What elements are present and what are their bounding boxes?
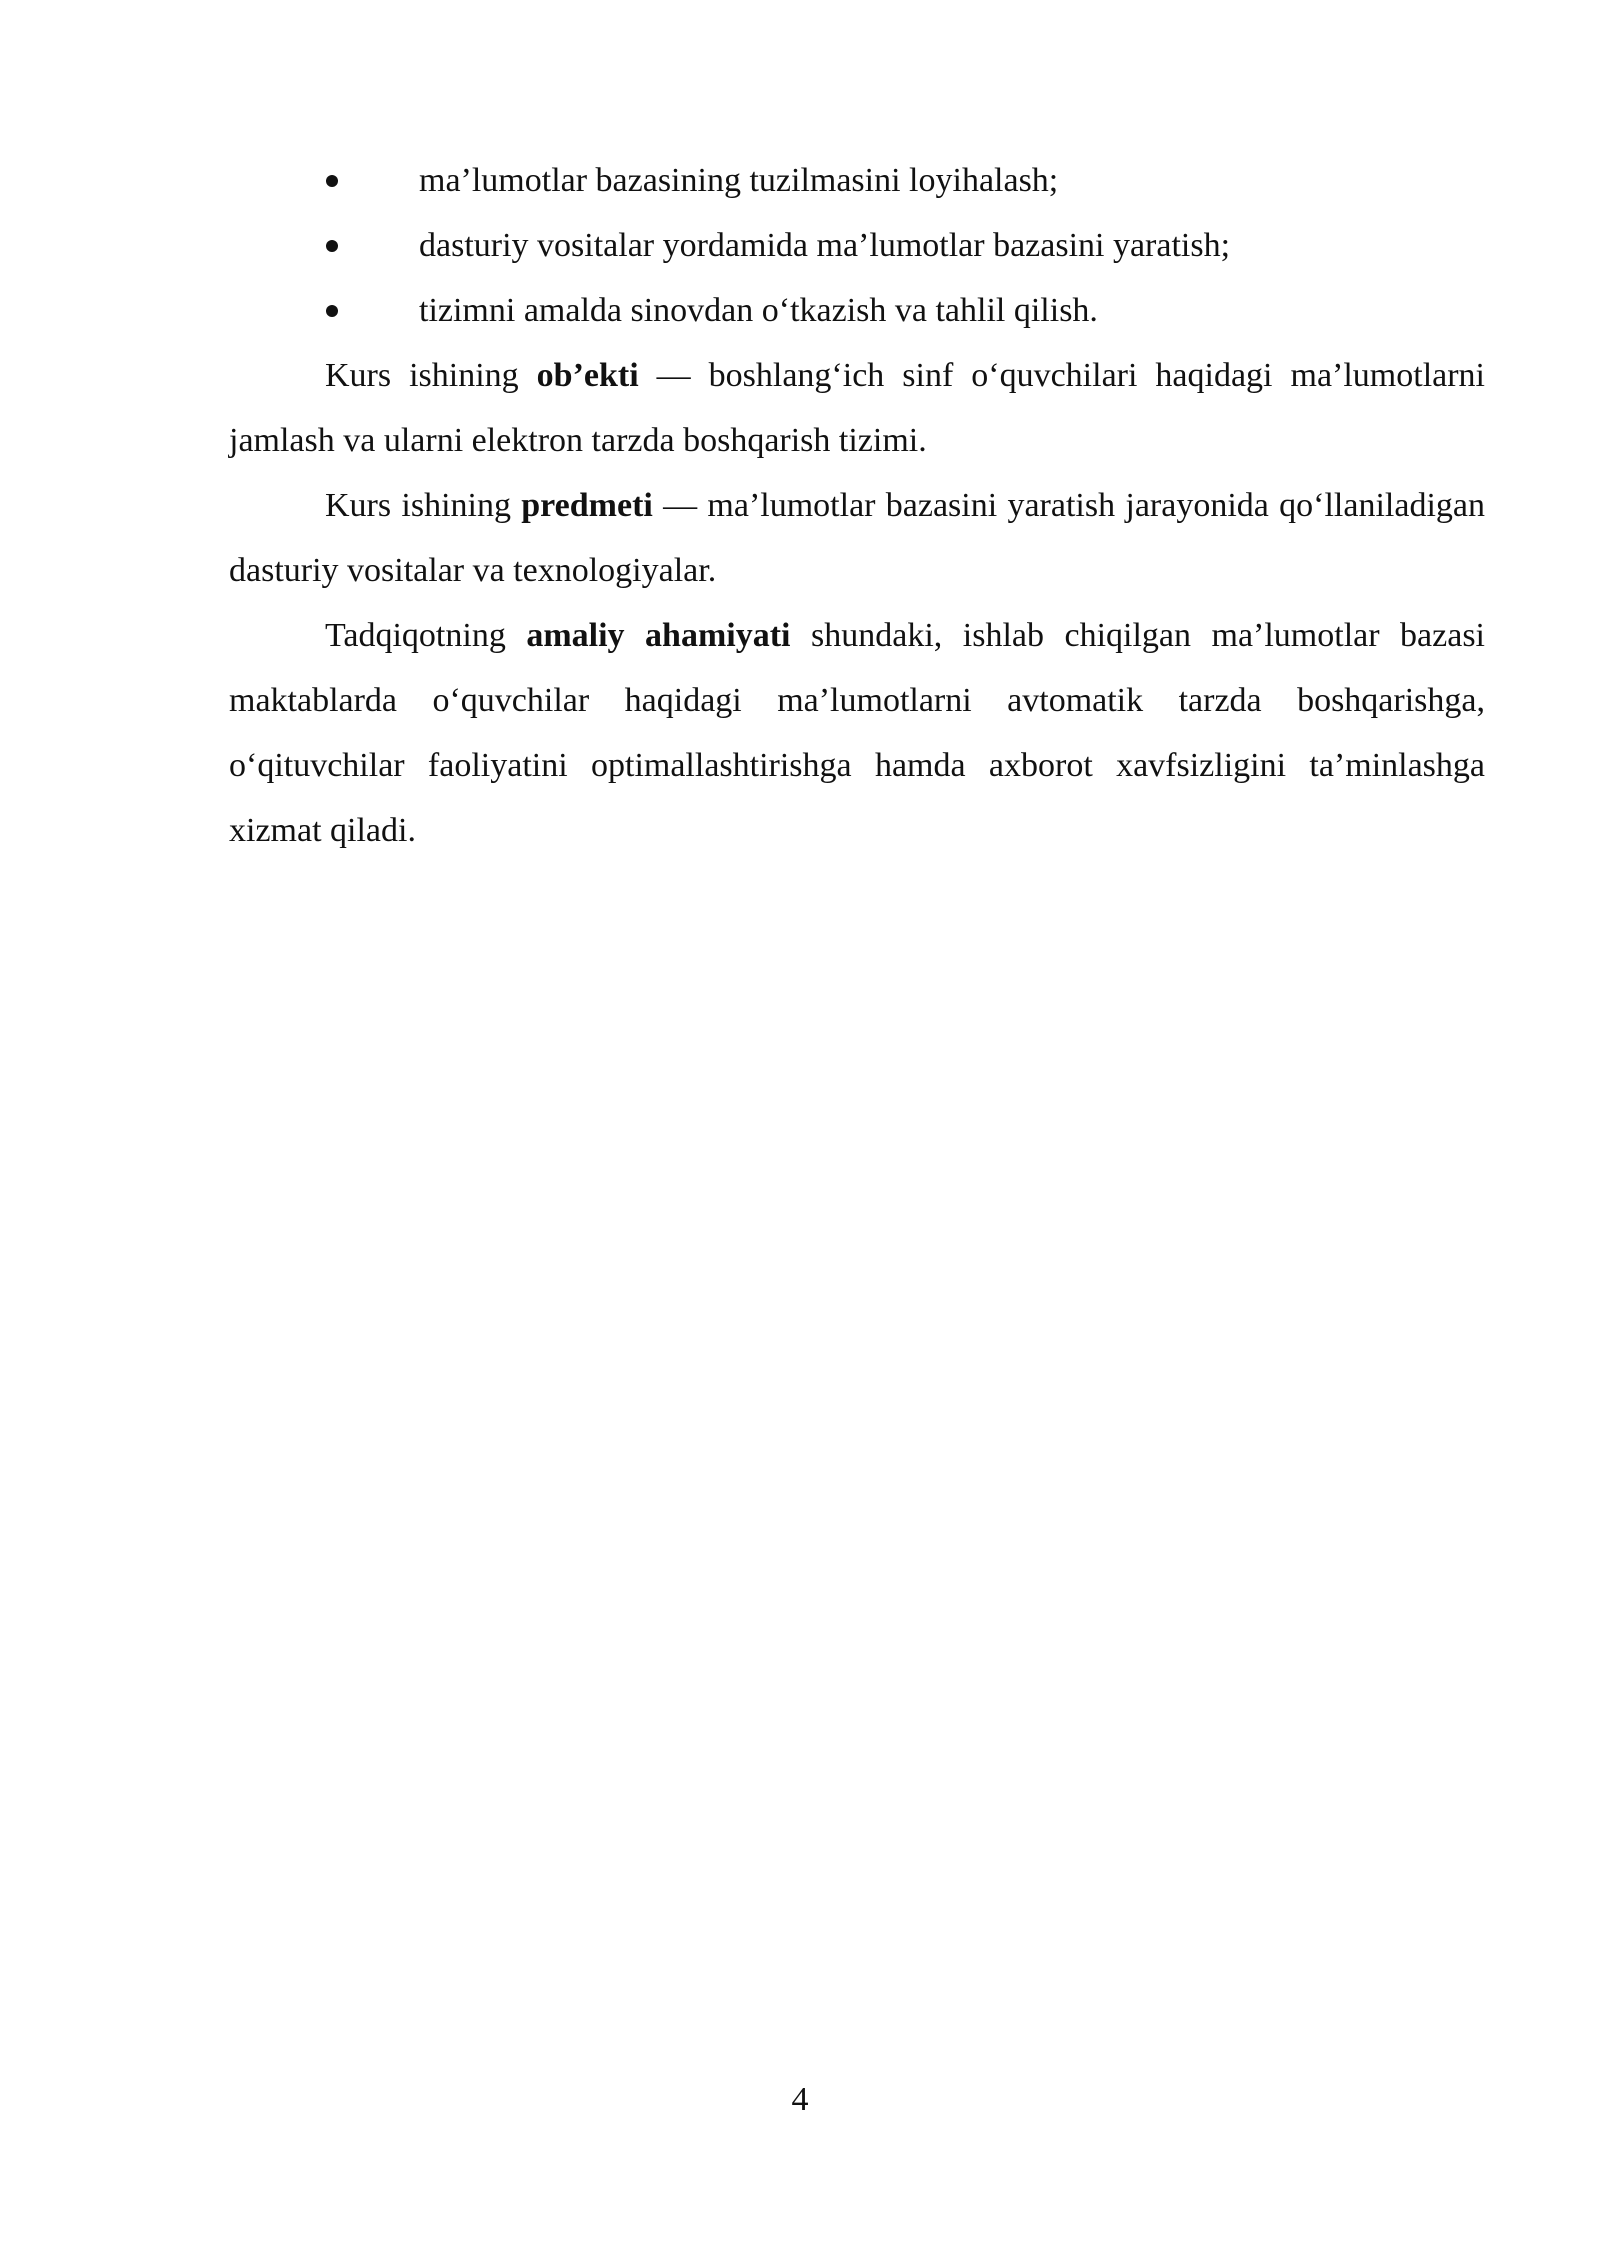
paragraph-bold-term: amaliy ahamiyati xyxy=(526,617,791,654)
bullet-icon xyxy=(326,175,338,187)
list-item-text: dasturiy vositalar yordamida ma’lumotlar bazasini yaratish; xyxy=(419,227,1231,264)
paragraph-bold-term: ob’ekti xyxy=(536,357,639,394)
paragraph-significance xyxy=(229,603,1485,863)
paragraph-text: shundaki, ishlab chiqilgan ma’lumotlar bazasi maktablarda o‘quvchilar haqidagi ma’lumotlarni avtomatik tarzda boshqarishga, o‘qituvchilar faoliyatini optimallashtirishga hamda axborot xavfsizligini ta’minlashga xizmat qiladi. xyxy=(229,617,1486,849)
paragraph-subject xyxy=(229,473,1485,603)
page-number: 4 xyxy=(791,2081,809,2118)
paragraph-object xyxy=(229,343,1485,473)
list-item xyxy=(229,278,1485,343)
list-item xyxy=(229,148,1485,213)
bullet-icon xyxy=(326,305,338,317)
paragraph-text: Kurs ishining xyxy=(325,357,537,394)
paragraph-text: — ma’lumotlar bazasini yaratish jarayonida qo‘llaniladigan dasturiy vositalar va texnologiyalar. xyxy=(229,487,1485,589)
paragraph-bold-term: predmeti xyxy=(521,487,653,524)
list-item-text: tizimni amalda sinovdan o‘tkazish va tahlil qilish. xyxy=(419,292,1098,329)
bullet-icon xyxy=(326,240,338,252)
paragraph-text: Tadqiqotning xyxy=(325,617,527,654)
paragraph-text: Kurs ishining xyxy=(325,487,522,524)
paragraph-text: — boshlang‘ich sinf o‘quvchilari haqidagi ma’lumotlarni jamlash va ularni elektron tarzda boshqarish tizimi. xyxy=(229,357,1485,459)
page-content xyxy=(229,148,1485,863)
list-item-text: ma’lumotlar bazasining tuzilmasini loyihalash; xyxy=(419,162,1059,199)
list-item xyxy=(229,213,1485,278)
bullet-list xyxy=(229,148,1485,343)
